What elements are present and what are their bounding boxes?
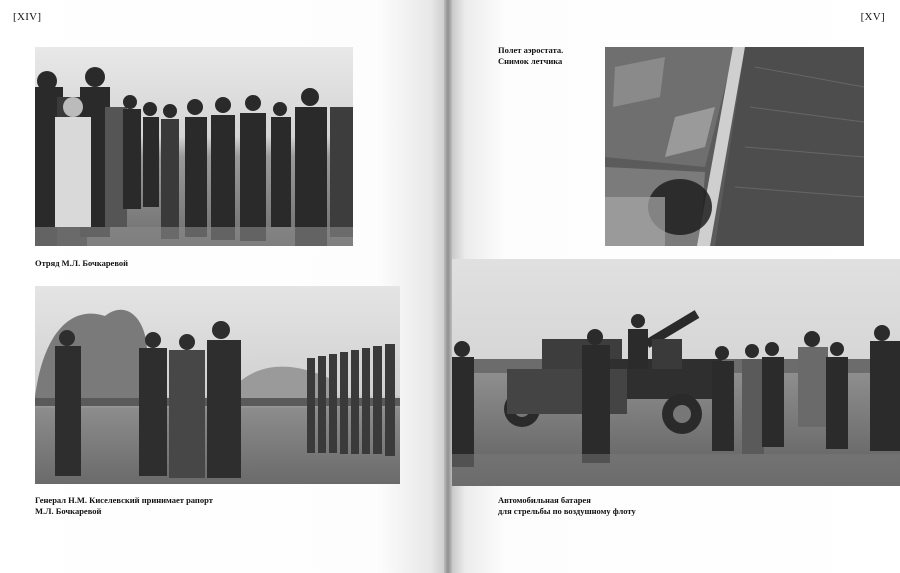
caption-anti-aircraft-battery bbox=[498, 495, 636, 517]
caption-balloon-flight-line-2: Снимок летчика bbox=[498, 56, 563, 66]
caption-balloon-flight bbox=[498, 45, 563, 67]
left-page bbox=[0, 0, 444, 573]
photo-general-kiselevsky-report bbox=[35, 286, 400, 484]
photo-aerial-balloon-view bbox=[605, 47, 864, 246]
photo-anti-aircraft-battery bbox=[452, 259, 900, 486]
caption-general-kiselevsky-line-2: М.Л. Бочкаревой bbox=[35, 506, 102, 516]
caption-anti-aircraft-battery-line-2: для стрельбы по воздушному флоту bbox=[498, 506, 636, 516]
caption-general-kiselevsky bbox=[35, 495, 213, 517]
page-number-right: [XV] bbox=[860, 11, 885, 23]
right-page bbox=[452, 0, 900, 573]
caption-balloon-flight-line-1: Полет аэростата. bbox=[498, 45, 564, 55]
page-number-left: [XIV] bbox=[13, 11, 42, 23]
photo-bochkareva-detachment bbox=[35, 47, 353, 246]
book-gutter bbox=[444, 0, 452, 573]
caption-general-kiselevsky-line-1: Генерал Н.М. Киселевский принимает рапорт bbox=[35, 495, 213, 505]
caption-bochkareva-detachment: Отряд М.Л. Бочкаревой bbox=[35, 258, 129, 268]
caption-anti-aircraft-battery-line-1: Автомобильная батарея bbox=[498, 495, 591, 505]
